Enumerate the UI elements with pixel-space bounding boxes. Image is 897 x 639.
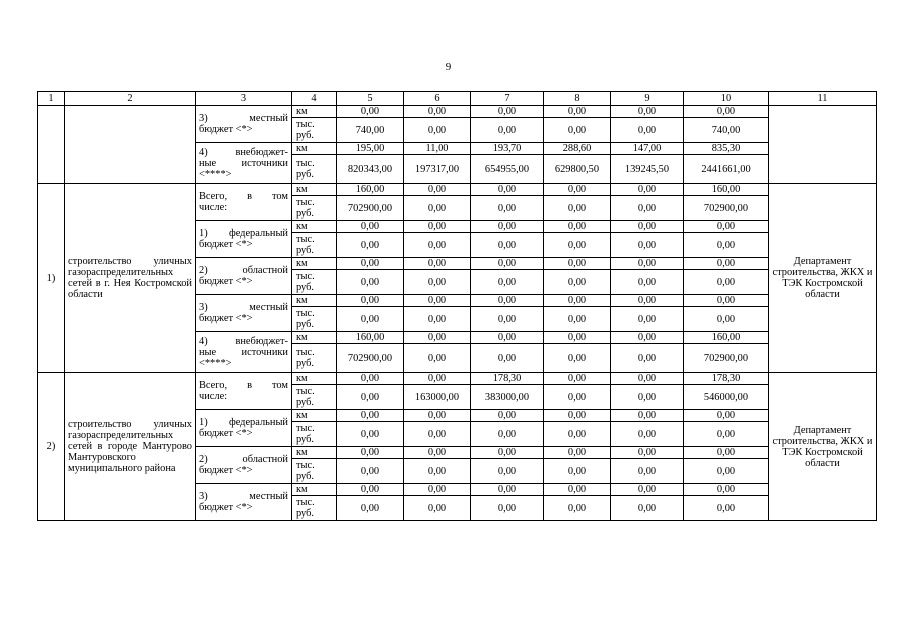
unit-rub	[292, 307, 337, 332]
value-cell: 0,00	[684, 221, 769, 233]
value-cell: 740,00	[684, 118, 769, 143]
value-cell: 2441661,00	[684, 155, 769, 184]
value-cell: 0,00	[337, 410, 404, 422]
value-cell: 0,00	[611, 258, 684, 270]
value-cell: 0,00	[404, 270, 471, 295]
value-cell: 702900,00	[337, 344, 404, 373]
value-cell: 0,00	[611, 373, 684, 385]
value-cell: 0,00	[544, 106, 611, 118]
value-cell: 0,00	[471, 233, 544, 258]
source-cell	[196, 184, 292, 221]
value-cell: 0,00	[404, 447, 471, 459]
unit-rub-line: тыс.	[296, 497, 315, 508]
value-cell: 0,00	[684, 258, 769, 270]
value-cell: 0,00	[684, 233, 769, 258]
source-cell	[196, 484, 292, 521]
value-cell: 702900,00	[337, 196, 404, 221]
source-line: Всего, в том	[199, 191, 288, 202]
unit-rub-line: тыс.	[296, 386, 315, 397]
value-cell: 163000,00	[404, 385, 471, 410]
object-name: строительство уличных газораспределительных сетей в г. Нея Костромской области	[65, 184, 196, 373]
unit-rub	[292, 496, 337, 521]
value-cell: 0,00	[404, 233, 471, 258]
value-cell: 702900,00	[684, 196, 769, 221]
value-cell: 0,00	[404, 459, 471, 484]
source-line: 4) внебюджет-	[199, 146, 288, 158]
value-cell: 193,70	[471, 143, 544, 155]
header-row	[38, 92, 877, 106]
source-line: 3) местный	[199, 302, 288, 313]
value-cell: 195,00	[337, 143, 404, 155]
unit-rub	[292, 459, 337, 484]
value-cell: 147,00	[611, 143, 684, 155]
value-cell: 0,00	[611, 422, 684, 447]
value-cell: 160,00	[684, 184, 769, 196]
header-cell: 11	[769, 92, 877, 106]
value-cell: 0,00	[337, 221, 404, 233]
value-cell: 178,30	[684, 373, 769, 385]
source-line: ные источники	[199, 346, 288, 358]
unit-rub-line: тыс.	[296, 197, 315, 208]
value-cell: 0,00	[337, 459, 404, 484]
value-cell: 0,00	[404, 184, 471, 196]
value-cell: 0,00	[404, 307, 471, 332]
index-cell	[38, 106, 65, 184]
unit-km: км	[292, 373, 337, 385]
source-line: <****>	[199, 168, 232, 180]
value-cell: 820343,00	[337, 155, 404, 184]
value-cell: 0,00	[471, 184, 544, 196]
source-line: 3) местный	[199, 491, 288, 502]
value-cell: 160,00	[337, 184, 404, 196]
value-cell: 0,00	[471, 196, 544, 221]
value-cell: 0,00	[544, 295, 611, 307]
value-cell: 0,00	[611, 332, 684, 344]
value-cell: 0,00	[404, 422, 471, 447]
unit-rub-line: тыс.	[296, 423, 315, 434]
value-cell: 0,00	[337, 385, 404, 410]
value-cell: 0,00	[471, 459, 544, 484]
budget-table	[37, 91, 877, 521]
value-cell: 0,00	[611, 118, 684, 143]
source-line: бюджет <*>	[199, 428, 253, 439]
unit-km: км	[292, 332, 337, 344]
unit-rub-line: тыс.	[296, 119, 315, 130]
header-cell: 5	[337, 92, 404, 106]
header-cell: 10	[684, 92, 769, 106]
value-cell: 0,00	[544, 221, 611, 233]
value-cell: 0,00	[337, 270, 404, 295]
value-cell: 0,00	[544, 344, 611, 373]
value-cell: 0,00	[611, 447, 684, 459]
unit-rub-line: руб.	[296, 245, 315, 256]
value-cell: 0,00	[544, 373, 611, 385]
value-cell: 0,00	[611, 344, 684, 373]
source-cell	[196, 447, 292, 484]
source-line: 2) областной	[199, 454, 288, 465]
header-cell: 1	[38, 92, 65, 106]
unit-km: км	[292, 410, 337, 422]
value-cell: 0,00	[337, 233, 404, 258]
source-line: бюджет <*>	[199, 239, 253, 250]
value-cell: 0,00	[611, 484, 684, 496]
value-cell: 0,00	[544, 118, 611, 143]
value-cell: 0,00	[337, 307, 404, 332]
value-cell: 0,00	[544, 410, 611, 422]
value-cell: 0,00	[471, 221, 544, 233]
source-line: бюджет <*>	[199, 313, 253, 324]
value-cell: 0,00	[611, 270, 684, 295]
value-cell: 0,00	[471, 484, 544, 496]
source-line: бюджет <*>	[199, 124, 253, 135]
value-cell: 0,00	[471, 307, 544, 332]
unit-rub-line: тыс.	[296, 308, 315, 319]
object-index: 2)	[38, 373, 65, 521]
value-cell: 0,00	[544, 484, 611, 496]
value-cell: 0,00	[544, 184, 611, 196]
value-cell: 0,00	[471, 332, 544, 344]
value-cell: 835,30	[684, 143, 769, 155]
header-cell: 8	[544, 92, 611, 106]
value-cell: 0,00	[611, 184, 684, 196]
header-cell: 6	[404, 92, 471, 106]
department-cell	[769, 106, 877, 184]
value-cell: 0,00	[404, 258, 471, 270]
value-cell: 0,00	[404, 196, 471, 221]
value-cell: 0,00	[684, 459, 769, 484]
value-cell: 0,00	[471, 106, 544, 118]
unit-km: км	[292, 295, 337, 307]
value-cell: 0,00	[684, 307, 769, 332]
value-cell: 702900,00	[684, 344, 769, 373]
value-cell: 0,00	[471, 258, 544, 270]
table-row	[38, 184, 877, 196]
value-cell: 288,60	[544, 143, 611, 155]
object-index: 1)	[38, 184, 65, 373]
source-line: числе:	[199, 202, 228, 213]
value-cell: 0,00	[684, 484, 769, 496]
value-cell: 0,00	[611, 496, 684, 521]
unit-rub-line: тыс.	[296, 234, 315, 245]
unit-rub	[292, 422, 337, 447]
unit-km: км	[292, 184, 337, 196]
value-cell: 0,00	[337, 422, 404, 447]
value-cell: 0,00	[611, 106, 684, 118]
source-cell	[196, 295, 292, 332]
unit-rub-line: руб.	[296, 130, 315, 141]
value-cell: 0,00	[544, 233, 611, 258]
value-cell: 0,00	[471, 295, 544, 307]
department-cell: Департамент строительства, ЖКХ и ТЭК Костромской области	[769, 184, 877, 373]
value-cell: 0,00	[471, 410, 544, 422]
value-cell: 197317,00	[404, 155, 471, 184]
source-line: <****>	[199, 357, 232, 369]
object-name: строительство уличных газораспределительных сетей в городе Мантурово Мантуровского муниципального района	[65, 373, 196, 521]
header-cell: 7	[471, 92, 544, 106]
value-cell: 0,00	[471, 118, 544, 143]
value-cell: 0,00	[684, 422, 769, 447]
value-cell: 0,00	[684, 270, 769, 295]
value-cell: 0,00	[471, 496, 544, 521]
unit-rub	[292, 196, 337, 221]
value-cell: 0,00	[544, 270, 611, 295]
header-cell: 2	[65, 92, 196, 106]
header-cell: 3	[196, 92, 292, 106]
value-cell: 178,30	[471, 373, 544, 385]
unit-rub-line: тыс.	[296, 271, 315, 282]
value-cell: 0,00	[404, 332, 471, 344]
source-cell	[196, 143, 292, 184]
value-cell: 160,00	[337, 332, 404, 344]
source-line: 2) областной	[199, 265, 288, 276]
source-cell	[196, 373, 292, 410]
value-cell: 0,00	[544, 385, 611, 410]
value-cell: 139245,50	[611, 155, 684, 184]
source-line: бюджет <*>	[199, 502, 253, 513]
unit-rub-line: руб.	[296, 169, 315, 180]
value-cell: 629800,50	[544, 155, 611, 184]
source-line: ные источники	[199, 157, 288, 169]
value-cell: 0,00	[684, 295, 769, 307]
value-cell: 740,00	[337, 118, 404, 143]
table-row	[38, 106, 877, 118]
value-cell: 0,00	[404, 344, 471, 373]
source-line: Всего, в том	[199, 380, 288, 391]
value-cell: 0,00	[337, 373, 404, 385]
source-cell	[196, 221, 292, 258]
unit-rub	[292, 118, 337, 143]
value-cell: 0,00	[337, 447, 404, 459]
value-cell: 0,00	[471, 447, 544, 459]
source-line: 3) местный	[199, 113, 288, 124]
value-cell: 0,00	[611, 196, 684, 221]
unit-rub-line: руб.	[296, 282, 315, 293]
value-cell: 0,00	[471, 270, 544, 295]
value-cell: 0,00	[544, 496, 611, 521]
value-cell: 0,00	[544, 447, 611, 459]
unit-km: км	[292, 484, 337, 496]
value-cell: 0,00	[611, 307, 684, 332]
value-cell: 160,00	[684, 332, 769, 344]
unit-rub-line: руб.	[296, 471, 315, 482]
unit-rub	[292, 270, 337, 295]
value-cell: 0,00	[544, 258, 611, 270]
value-cell: 654955,00	[471, 155, 544, 184]
source-line: 1) федеральный	[199, 228, 288, 239]
value-cell: 0,00	[611, 221, 684, 233]
value-cell: 11,00	[404, 143, 471, 155]
value-cell: 0,00	[611, 459, 684, 484]
source-cell	[196, 332, 292, 373]
value-cell: 0,00	[611, 410, 684, 422]
value-cell: 0,00	[544, 332, 611, 344]
value-cell: 0,00	[684, 447, 769, 459]
unit-rub-line: руб.	[296, 397, 315, 408]
unit-rub	[292, 344, 337, 373]
source-line: числе:	[199, 391, 228, 402]
value-cell: 0,00	[337, 258, 404, 270]
unit-rub	[292, 155, 337, 184]
value-cell: 0,00	[684, 410, 769, 422]
source-line: 4) внебюджет-	[199, 335, 288, 347]
value-cell: 0,00	[404, 373, 471, 385]
value-cell: 0,00	[404, 496, 471, 521]
header-cell: 9	[611, 92, 684, 106]
unit-rub	[292, 233, 337, 258]
value-cell: 0,00	[611, 385, 684, 410]
value-cell: 0,00	[337, 295, 404, 307]
value-cell: 0,00	[404, 295, 471, 307]
unit-rub-line: руб.	[296, 508, 315, 519]
source-cell	[196, 410, 292, 447]
unit-rub	[292, 385, 337, 410]
value-cell: 0,00	[684, 496, 769, 521]
page-number: 9	[445, 61, 452, 73]
unit-km: км	[292, 447, 337, 459]
value-cell: 0,00	[337, 496, 404, 521]
department-cell: Департамент строительства, ЖКХ и ТЭК Костромской области	[769, 373, 877, 521]
unit-rub-line: тыс.	[296, 347, 315, 358]
value-cell: 0,00	[544, 459, 611, 484]
value-cell: 0,00	[337, 484, 404, 496]
unit-rub-line: руб.	[296, 208, 315, 219]
unit-km: км	[292, 221, 337, 233]
value-cell: 0,00	[404, 484, 471, 496]
source-line: бюджет <*>	[199, 465, 253, 476]
value-cell: 0,00	[611, 295, 684, 307]
source-line: бюджет <*>	[199, 276, 253, 287]
value-cell: 0,00	[404, 118, 471, 143]
source-cell	[196, 106, 292, 143]
object-name-cell	[65, 106, 196, 184]
unit-rub-line: руб.	[296, 319, 315, 330]
value-cell: 0,00	[471, 422, 544, 447]
value-cell: 0,00	[337, 106, 404, 118]
table-row	[38, 373, 877, 385]
value-cell: 0,00	[404, 106, 471, 118]
value-cell: 0,00	[684, 106, 769, 118]
source-line: 1) федеральный	[199, 417, 288, 428]
value-cell: 0,00	[404, 221, 471, 233]
unit-rub-line: руб.	[296, 434, 315, 445]
unit-km: км	[292, 106, 337, 118]
unit-km: км	[292, 258, 337, 270]
unit-rub-line: тыс.	[296, 158, 315, 169]
value-cell: 0,00	[544, 307, 611, 332]
value-cell: 0,00	[471, 344, 544, 373]
unit-rub-line: тыс.	[296, 460, 315, 471]
value-cell: 546000,00	[684, 385, 769, 410]
value-cell: 0,00	[611, 233, 684, 258]
unit-km: км	[292, 143, 337, 155]
header-cell: 4	[292, 92, 337, 106]
unit-rub-line: руб.	[296, 358, 315, 369]
value-cell: 383000,00	[471, 385, 544, 410]
value-cell: 0,00	[404, 410, 471, 422]
value-cell: 0,00	[544, 196, 611, 221]
value-cell: 0,00	[544, 422, 611, 447]
source-cell	[196, 258, 292, 295]
